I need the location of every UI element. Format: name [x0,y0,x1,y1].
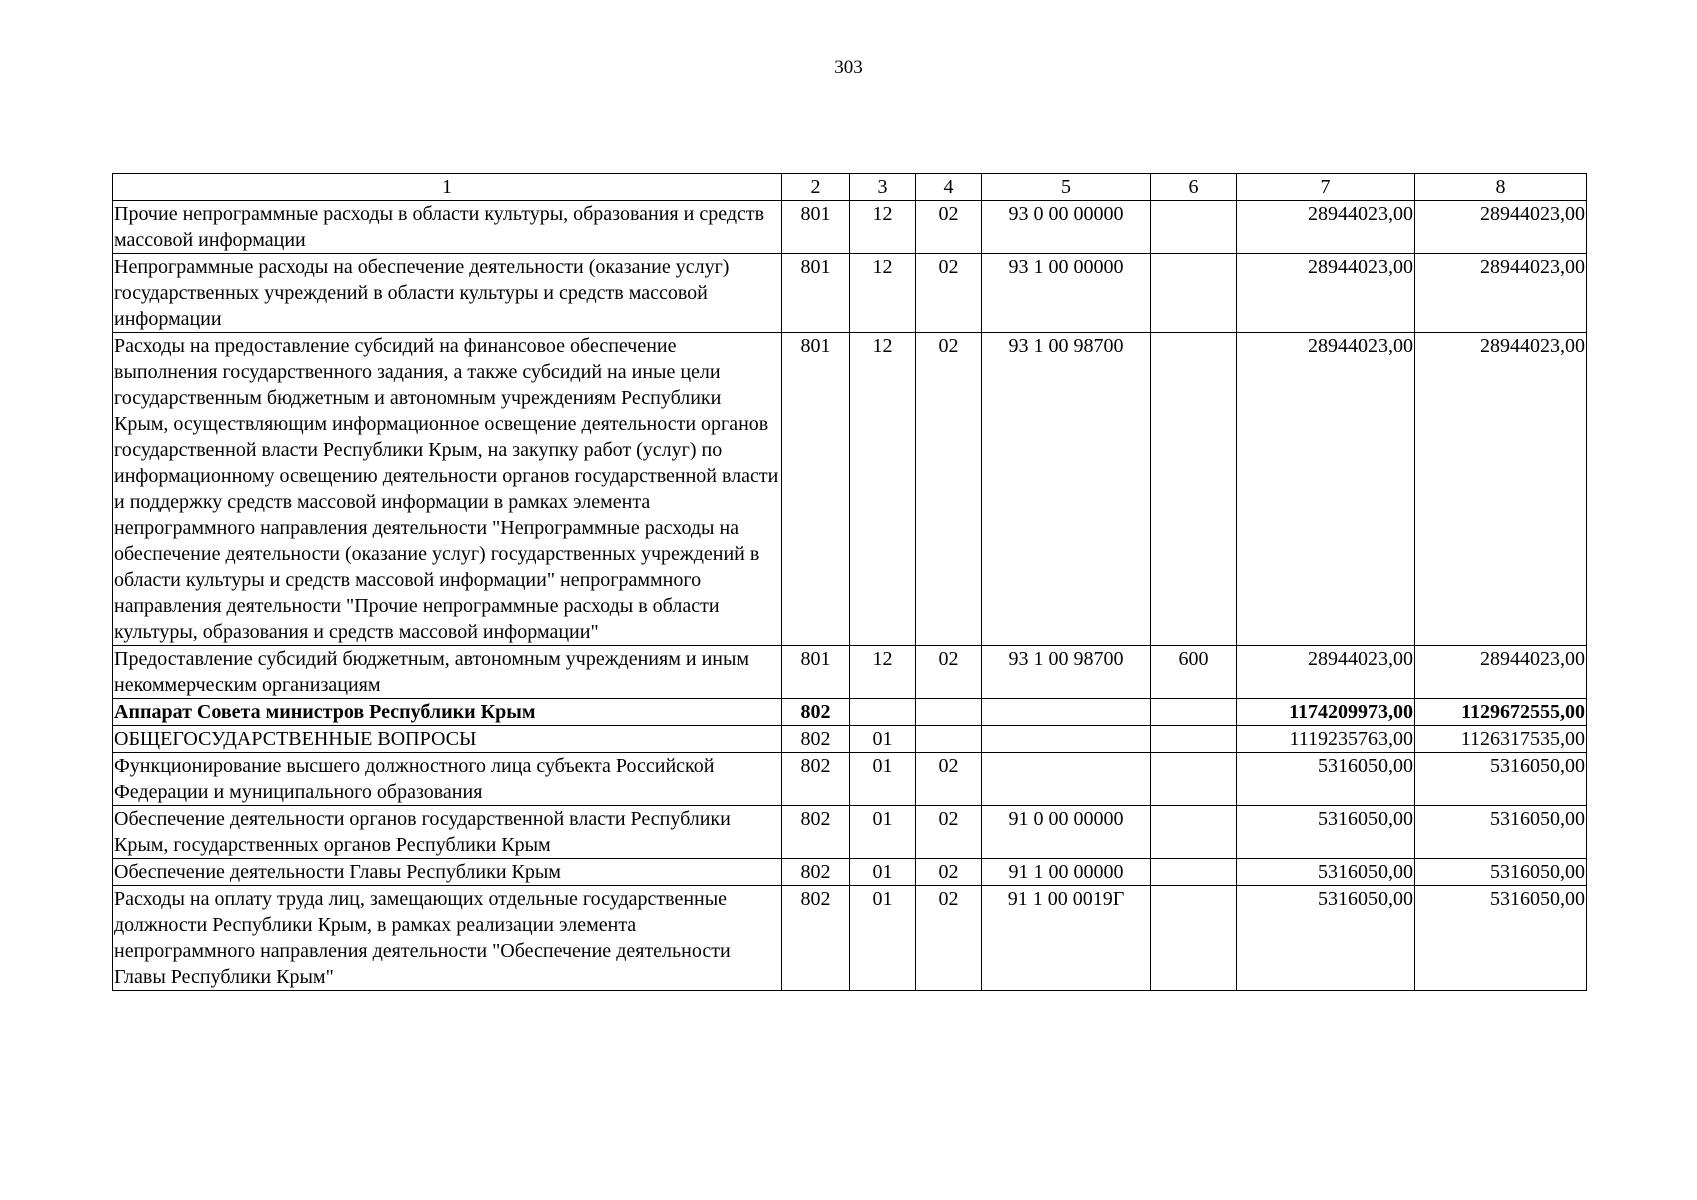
row-expense-type [1151,699,1237,726]
row-section-code: 01 [850,859,916,886]
row-description: Непрограммные расходы на обеспечение деятельности (оказание услуг) государственных учреждений в области культуры и средств массовой информации [113,254,782,333]
row-ministry-code: 802 [782,699,850,726]
budget-table [112,173,1587,991]
column-header: 2 [782,174,850,201]
row-amount-col8: 28944023,00 [1415,254,1587,333]
row-amount-col7: 5316050,00 [1237,753,1415,806]
row-ministry-code: 801 [782,201,850,254]
row-description: Обеспечение деятельности Главы Республики Крым [113,859,782,886]
row-target-article: 93 1 00 00000 [982,254,1151,333]
row-subsection-code: 02 [916,333,982,646]
row-amount-col7: 1174209973,00 [1237,699,1415,726]
row-subsection-code: 02 [916,886,982,991]
row-section-code: 01 [850,726,916,753]
column-header: 6 [1151,174,1237,201]
row-amount-col8: 28944023,00 [1415,201,1587,254]
row-amount-col8: 5316050,00 [1415,859,1587,886]
row-ministry-code: 802 [782,726,850,753]
row-ministry-code: 801 [782,646,850,699]
row-description: Обеспечение деятельности органов государственной власти Республики Крым, государственных органов Республики Крым [113,806,782,859]
row-amount-col8: 5316050,00 [1415,806,1587,859]
row-section-code: 01 [850,806,916,859]
row-target-article [982,726,1151,753]
row-expense-type [1151,753,1237,806]
row-amount-col7: 5316050,00 [1237,886,1415,991]
row-expense-type [1151,333,1237,646]
column-header: 1 [113,174,782,201]
table-row [113,646,1587,699]
row-section-code [850,699,916,726]
row-expense-type [1151,726,1237,753]
header-row [113,174,1587,201]
row-ministry-code: 802 [782,806,850,859]
row-subsection-code: 02 [916,201,982,254]
row-subsection-code: 02 [916,753,982,806]
row-expense-type [1151,254,1237,333]
column-header: 5 [982,174,1151,201]
row-amount-col8: 28944023,00 [1415,333,1587,646]
row-section-code: 12 [850,201,916,254]
column-header: 7 [1237,174,1415,201]
row-amount-col7: 5316050,00 [1237,806,1415,859]
row-target-article [982,699,1151,726]
row-expense-type [1151,859,1237,886]
row-target-article: 93 1 00 98700 [982,646,1151,699]
row-target-article: 93 0 00 00000 [982,201,1151,254]
row-amount-col8: 5316050,00 [1415,886,1587,991]
row-expense-type [1151,806,1237,859]
table-row [113,333,1587,646]
row-section-code: 01 [850,886,916,991]
row-subsection-code: 02 [916,806,982,859]
table-row [113,753,1587,806]
table-row [113,201,1587,254]
row-amount-col7: 28944023,00 [1237,254,1415,333]
row-subsection-code [916,726,982,753]
row-description: Функционирование высшего должностного лица субъекта Российской Федерации и муниципального образования [113,753,782,806]
table-row [113,859,1587,886]
table-row [113,806,1587,859]
row-target-article: 91 1 00 0019Г [982,886,1151,991]
column-header: 8 [1415,174,1587,201]
row-subsection-code [916,699,982,726]
column-header: 4 [916,174,982,201]
table-row [113,726,1587,753]
row-ministry-code: 802 [782,859,850,886]
row-amount-col7: 1119235763,00 [1237,726,1415,753]
row-target-article [982,753,1151,806]
row-expense-type [1151,886,1237,991]
row-description: Расходы на предоставление субсидий на финансовое обеспечение выполнения государственного задания, а также субсидий на иные цели государственным бюджетным и автономным учреждениям Республики Крым, осуществляющим информационное освещение деятельности органов государственной власти Республики Крым, на закупку работ (услуг) по информационному освещению деятельности органов государственной власти и поддержку средств массовой информации в рамках элемента непрограммного направления деятельности "Непрограммные расходы на обеспечение деятельности (оказание услуг) государственных учреждений в области культуры и средств массовой информации" непрограммного направления деятельности "Прочие непрограммные расходы в области культуры, образования и средств массовой информации" [113,333,782,646]
row-section-code: 01 [850,753,916,806]
row-subsection-code: 02 [916,646,982,699]
row-description: Расходы на оплату труда лиц, замещающих отдельные государственные должности Республики Крым, в рамках реализации элемента непрограммного направления деятельности "Обеспечение деятельности Главы Республики Крым" [113,886,782,991]
row-description: Аппарат Совета министров Республики Крым [113,699,782,726]
row-section-code: 12 [850,254,916,333]
row-target-article: 93 1 00 98700 [982,333,1151,646]
table-row [113,254,1587,333]
page-number: 303 [834,57,863,78]
row-ministry-code: 801 [782,333,850,646]
row-amount-col8: 1126317535,00 [1415,726,1587,753]
row-ministry-code: 802 [782,886,850,991]
row-ministry-code: 802 [782,753,850,806]
column-header: 3 [850,174,916,201]
row-subsection-code: 02 [916,859,982,886]
row-target-article: 91 0 00 00000 [982,806,1151,859]
row-section-code: 12 [850,333,916,646]
row-amount-col7: 5316050,00 [1237,859,1415,886]
row-ministry-code: 801 [782,254,850,333]
row-amount-col8: 28944023,00 [1415,646,1587,699]
table-row [113,886,1587,991]
row-amount-col7: 28944023,00 [1237,646,1415,699]
row-expense-type: 600 [1151,646,1237,699]
row-description: ОБЩЕГОСУДАРСТВЕННЫЕ ВОПРОСЫ [113,726,782,753]
row-target-article: 91 1 00 00000 [982,859,1151,886]
row-expense-type [1151,201,1237,254]
row-amount-col7: 28944023,00 [1237,201,1415,254]
row-subsection-code: 02 [916,254,982,333]
row-amount-col7: 28944023,00 [1237,333,1415,646]
row-amount-col8: 1129672555,00 [1415,699,1587,726]
row-description: Предоставление субсидий бюджетным, автономным учреждениям и иным некоммерческим организациям [113,646,782,699]
row-description: Прочие непрограммные расходы в области культуры, образования и средств массовой информации [113,201,782,254]
table-row [113,699,1587,726]
row-amount-col8: 5316050,00 [1415,753,1587,806]
row-section-code: 12 [850,646,916,699]
